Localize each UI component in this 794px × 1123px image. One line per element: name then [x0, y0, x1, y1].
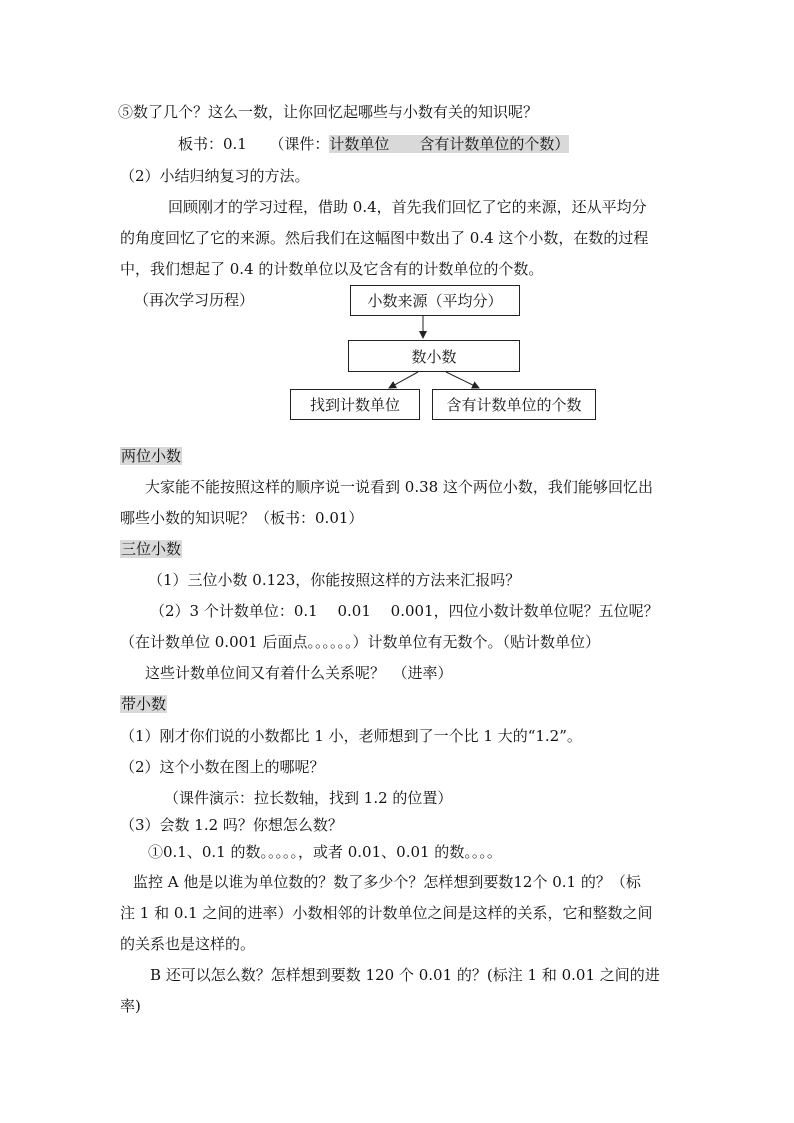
- summary-heading: （2）小结归纳复习的方法。: [120, 167, 310, 185]
- diagram-box-source: 小数来源（平均分）: [350, 285, 520, 316]
- arrow-right: [446, 372, 479, 388]
- paragraph-line: 注 1 和 0.1 之间的进率）小数相邻的计数单位之间是这样的关系，它和整数之间: [120, 904, 653, 922]
- paragraph-line: 这些计数单位间又有着什么关系呢？ （进率）: [145, 664, 453, 682]
- courseware-highlight: 计数单位 含有计数单位的个数）: [329, 135, 570, 153]
- diagram-box-count-of-units: 含有计数单位的个数: [432, 389, 596, 420]
- paragraph-line: 大家能不能按照这样的顺序说一说看到 0.38 这个两位小数，我们能够回忆出: [145, 478, 653, 496]
- paragraph-line: 哪些小数的知识呢？（板书：0.01）: [120, 509, 364, 527]
- board-note-prefix: 板书：0.1 （课件：: [178, 135, 330, 153]
- paragraph-line: （2）这个小数在图上的哪呢？: [120, 758, 325, 776]
- learning-process-label: （再次学习历程）: [134, 291, 255, 309]
- question-line: ⑤数了几个？这么一数，让你回忆起哪些与小数有关的知识呢？: [118, 103, 539, 121]
- paragraph-line: （3）会数 1.2 吗？你想怎么数？: [120, 816, 343, 834]
- paragraph-line: B 还可以怎么数？怎样想到要数 120 个 0.01 的？(标注 1 和 0.01 之间的进: [150, 966, 660, 984]
- paragraph-line: 的角度回忆了它的来源。然后我们在这幅图中数出了 0.4 这个小数，在数的过程: [120, 229, 649, 247]
- paragraph-line: ①0.1、0.1 的数。。。。。，或者 0.01、0.01 的数。。。。: [148, 843, 502, 861]
- paragraph-line: 监控 A 他是以谁为单位数的？数了多少个？怎样想到要数12个 0.1 的？（标: [133, 873, 641, 891]
- paragraph-line: （1）刚才你们说的小数都比 1 小，老师想到了一个比 1 大的“1.2”。: [120, 727, 582, 745]
- paragraph-line: （1）三位小数 0.123，你能按照这样的方法来汇报吗？: [148, 571, 521, 589]
- paragraph-line: 中，我们想起了 0.4 的计数单位以及它含有的计数单位的个数。: [120, 260, 544, 278]
- paragraph-line: （课件演示：拉长数轴，找到 1.2 的位置）: [164, 789, 453, 807]
- paragraph-line: 的关系也是这样的。: [120, 935, 256, 953]
- section-title-two-decimal: 两位小数: [121, 447, 182, 465]
- paragraph-line: （2）3 个计数单位：0.1 0.01 0.001，四位小数计数单位呢？五位呢？: [150, 602, 659, 620]
- paragraph-line: （在计数单位 0.001 后面点。。。。。。）计数单位有无数个。（贴计数单位）: [120, 633, 600, 651]
- arrow-left: [389, 372, 418, 388]
- paragraph-line: 回顾刚才的学习过程，借助 0.4，首先我们回忆了它的来源，还从平均分: [168, 198, 647, 216]
- diagram-box-unit: 找到计数单位: [290, 389, 420, 420]
- diagram-box-count: 数小数: [348, 340, 520, 372]
- section-title-mixed-decimal: 带小数: [121, 695, 167, 713]
- section-title-three-decimal: 三位小数: [121, 540, 182, 558]
- paragraph-line: 率): [120, 997, 141, 1015]
